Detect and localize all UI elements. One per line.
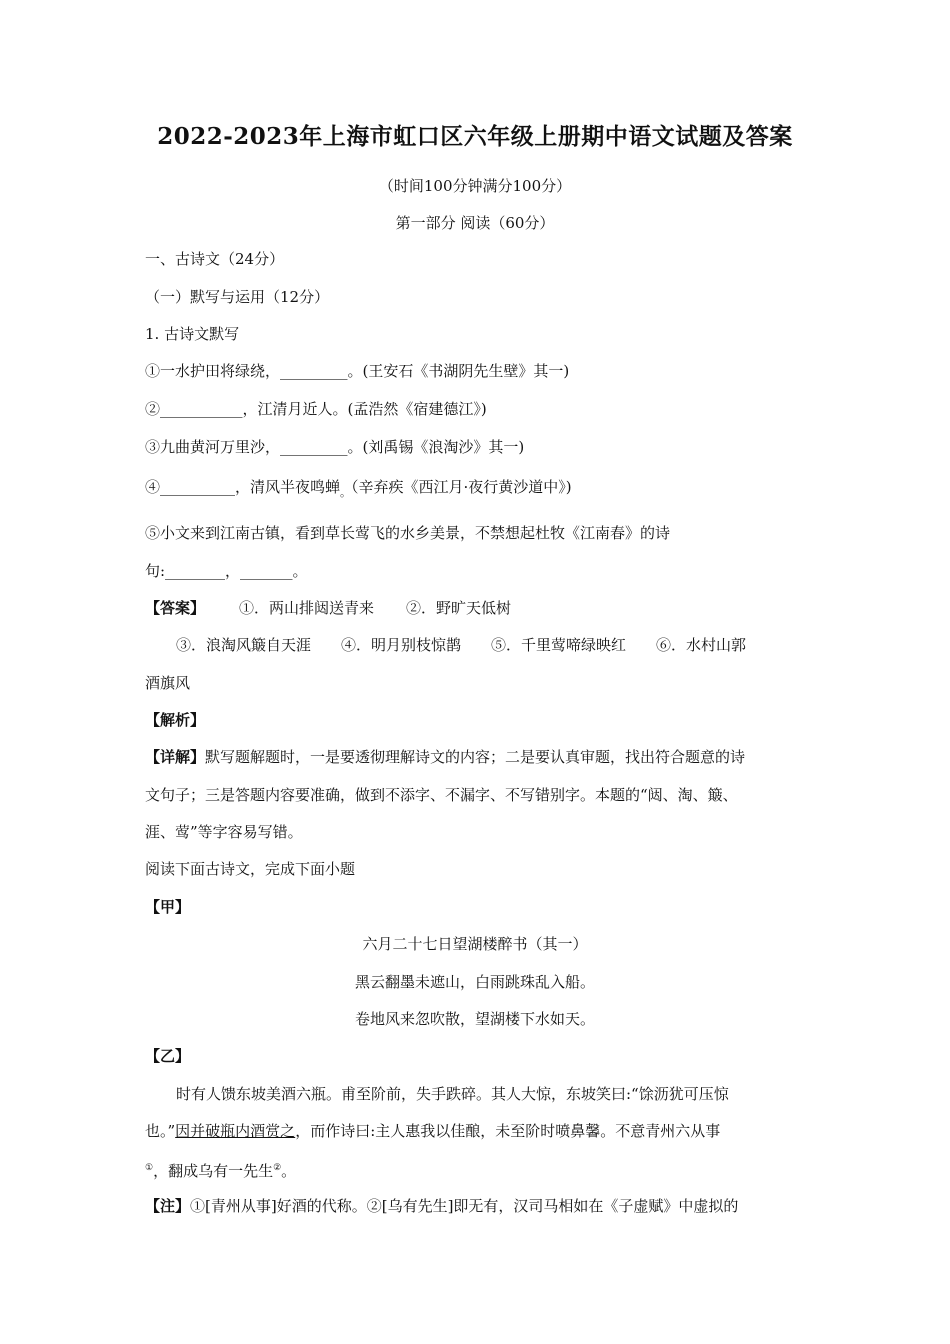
part-heading: 第一部分 阅读（60分） [395,214,555,232]
analysis-label: 【解析】 [145,711,206,729]
yi-paragraph-line-2 [145,1120,815,1142]
answer-6: ⑥．水村山郭 [656,636,747,654]
footnote-marker-1: ① [145,1163,154,1173]
answer-row-1 [145,597,815,619]
note-line [145,1195,815,1217]
subsection-heading: （一）默写与运用（12分） [145,288,330,306]
poem-line-2: 卷地风来忽吹散，望湖楼下水如天。 [354,1010,595,1028]
question-item-2: ②___________，江清月近人。(孟浩然《宿建德江》) [145,400,487,418]
answer-label: 【答案】 [145,599,206,617]
yi-text-a: 也。” [145,1122,176,1140]
reading-instruction: 阅读下面古诗文，完成下面小题 [145,860,356,878]
section-heading: 一、古诗文（24分） [145,250,285,268]
question-item-5-line1: ⑤小文来到江南古镇，看到草长莺飞的水乡美景，不禁想起杜牧《江南春》的诗 [145,524,671,542]
yi-text-c: ，翻成乌有一先生 [153,1162,274,1180]
answer-6-continuation: 酒旗风 [145,674,191,692]
question-item-4-text: ④__________，清风半夜鸣蝉 [145,478,341,496]
poem-line-1: 黑云翻墨未遮山，白雨跳珠乱入船。 [354,973,595,991]
poem-title: 六月二十七日望湖楼醉书（其一） [362,935,588,953]
analysis-line-2: 文句子；三是答题内容要准确，做到不添字、不漏字、不写错别字。本题的“闼、淘、簸、 [145,786,738,804]
yi-underlined-sentence: 因并破瓶内酒赏之 [175,1122,296,1140]
detail-text: 默写题解题时，一是要透彻理解诗文的内容；二是要认真审题，找出符合题意的诗 [205,748,746,766]
analysis-line-3: 涯、莺”等字容易写错。 [145,823,303,841]
question-item-4-mark: 。 [340,486,352,499]
answer-5: ⑤．千里莺啼绿映红 [491,636,627,654]
answer-row-2 [176,634,846,656]
answer-3: ③．浪淘风簸自天涯 [176,636,312,654]
jia-label: 【甲】 [145,898,191,916]
question-item-4 [145,476,815,504]
yi-label: 【乙】 [145,1047,191,1065]
answer-2: ②．野旷天低树 [406,599,512,617]
question-heading: 1. 古诗文默写 [145,325,240,343]
document-title: 2022-2023年上海市虹口区六年级上册期中语文试题及答案 [157,123,793,150]
note-label: 【注】 [145,1197,191,1215]
footnote-marker-2: ② [273,1163,282,1173]
analysis-line-1 [145,746,815,768]
exam-time-note: （时间100分钟满分100分） [378,177,572,195]
yi-paragraph-line-3 [145,1157,815,1182]
answer-1: ①．两山排闼送青来 [239,599,375,617]
yi-text-d: 。 [281,1162,297,1180]
yi-paragraph-line-1: 时有人馈东坡美酒六瓶。甫至阶前，失手跌碎。其人大惊，东坡笑曰:“馀沥犹可压惊 [176,1085,729,1103]
question-item-5-line2: 句:________，_______。 [145,562,308,580]
question-item-1: ①一水护田将绿绕，_________。(王安石《书湖阴先生壁》其一) [145,362,570,380]
note-text: ①[青州从事]好酒的代称。②[乌有先生]即无有，汉司马相如在《子虚赋》中虚拟的 [190,1197,739,1215]
question-item-3: ③九曲黄河万里沙，_________。(刘禹锡《浪淘沙》其一) [145,438,525,456]
answer-4: ④．明月别枝惊鹊 [341,636,462,654]
detail-label: 【详解】 [145,748,206,766]
question-item-4-source: （辛弃疾《西江月·夜行黄沙道中》) [351,478,572,496]
yi-text-b: ，而作诗曰:主人惠我以佳酿，未至阶时喷鼻馨。不意青州六从事 [295,1122,721,1140]
